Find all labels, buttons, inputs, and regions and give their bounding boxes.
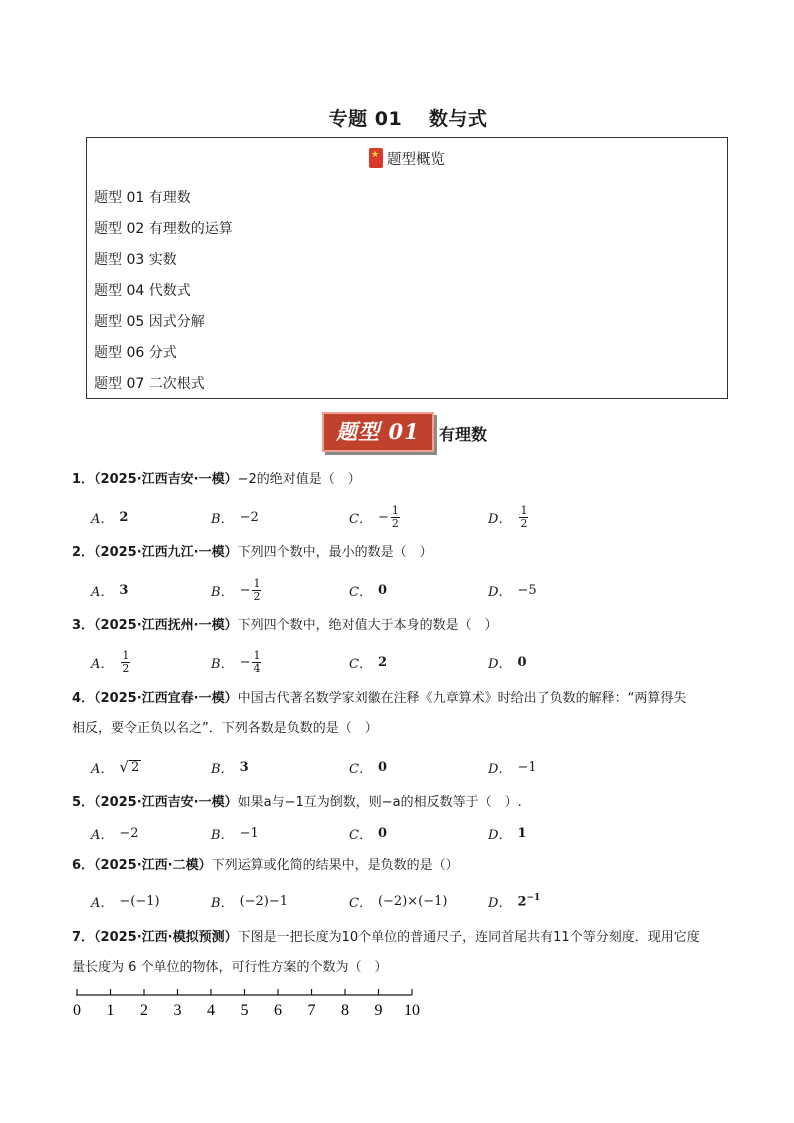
ruler-tick-label: 6 xyxy=(274,1002,282,1019)
section-badge: 题型 01 xyxy=(322,412,434,452)
question-number: 5． xyxy=(72,795,95,810)
option-label: A． xyxy=(91,895,114,911)
question-stem xyxy=(72,543,433,563)
overview-item[interactable]: 题型 01 有理数 xyxy=(94,190,191,206)
option-label: D． xyxy=(488,827,512,843)
question-stem xyxy=(72,793,522,813)
question-source: （2025·江西·二模） xyxy=(94,858,212,873)
question-stem xyxy=(72,856,459,876)
question-text: 下列四个数中，最小的数是（ ） xyxy=(237,545,433,560)
option-value: −1 xyxy=(239,825,259,841)
ruler-tick-label: 5 xyxy=(240,1002,249,1019)
option-value: 2 xyxy=(377,654,387,670)
option-label: D． xyxy=(488,584,512,600)
section-title: 有理数 xyxy=(439,425,488,444)
option-value: − $\frac{1}{4}$ xyxy=(239,648,261,675)
option-label: C． xyxy=(349,511,372,527)
option-value: 0 xyxy=(377,825,387,841)
option-label: C． xyxy=(349,656,372,672)
option-value: −2 xyxy=(239,509,259,525)
question-text: −2的绝对值是（ ） xyxy=(237,472,361,487)
option-value: −1 xyxy=(517,759,537,775)
answer-option[interactable] xyxy=(349,502,400,532)
option-label: D． xyxy=(488,895,512,911)
answer-option[interactable] xyxy=(211,752,249,782)
option-value: − $\frac{1}{2}$ xyxy=(239,576,261,603)
ruler-tick-label: 1 xyxy=(106,1002,115,1019)
question-source: （2025·江西抚州·一模） xyxy=(94,618,238,633)
option-label: D． xyxy=(488,511,512,527)
answer-option[interactable] xyxy=(488,647,526,677)
question-source: （2025·江西吉安·一模） xyxy=(94,472,238,487)
question-source: （2025·江西宜春·一模） xyxy=(94,691,238,706)
answer-option[interactable] xyxy=(91,647,130,677)
option-row xyxy=(91,818,731,848)
option-value: 3 xyxy=(119,582,129,598)
option-row xyxy=(91,886,731,916)
question-source: （2025·江西吉安·一模） xyxy=(94,795,238,810)
option-label: A． xyxy=(91,761,114,777)
overview-box xyxy=(86,137,728,399)
overview-item[interactable]: 题型 03 实数 xyxy=(94,252,177,268)
option-value: 0 xyxy=(377,582,387,598)
option-value: (−2)−1 xyxy=(239,893,289,909)
answer-option[interactable] xyxy=(488,502,528,532)
option-row xyxy=(91,647,731,677)
answer-option[interactable] xyxy=(349,818,387,848)
option-label: D． xyxy=(488,656,512,672)
fraction: $\frac{1}{4}$ xyxy=(253,648,261,675)
question-number: 4． xyxy=(72,691,95,706)
question-stem xyxy=(72,616,498,636)
ruler-tick-label: 7 xyxy=(307,1002,316,1019)
ruler-tick-label: 9 xyxy=(374,1002,383,1019)
answer-option[interactable] xyxy=(91,818,139,848)
answer-option[interactable] xyxy=(91,752,141,782)
option-label: A． xyxy=(91,584,114,600)
option-label: B． xyxy=(211,761,234,777)
option-row xyxy=(91,502,731,532)
book-icon xyxy=(369,148,383,168)
overview-item[interactable]: 题型 05 因式分解 xyxy=(94,314,205,330)
option-label: B． xyxy=(211,511,234,527)
option-value: − $\frac{1}{2}$ xyxy=(377,503,399,530)
answer-option[interactable] xyxy=(488,752,537,782)
option-value: −(−1) xyxy=(119,893,160,909)
answer-option[interactable] xyxy=(91,575,128,605)
question-number: 2． xyxy=(72,545,95,560)
question-text: 下列运算或化简的结果中，是负数的是（） xyxy=(211,858,459,873)
option-label: A． xyxy=(91,656,114,672)
question-number: 3． xyxy=(72,618,95,633)
question-text-continued: 量长度为 6 个单位的物体，可行性方案的个数为（ ） xyxy=(72,960,388,975)
answer-option[interactable] xyxy=(211,818,259,848)
option-label: B． xyxy=(211,827,234,843)
answer-option[interactable] xyxy=(91,886,160,916)
answer-option[interactable] xyxy=(349,575,387,605)
option-label: C． xyxy=(349,895,372,911)
question-text-continued: 相反，要令正负以名之”．下列各数是负数的是（ ） xyxy=(72,721,378,736)
option-value: 0 xyxy=(517,654,527,670)
answer-option[interactable] xyxy=(488,886,540,916)
overview-item[interactable]: 题型 04 代数式 xyxy=(94,283,191,299)
option-value xyxy=(119,650,130,675)
question-stem xyxy=(72,470,361,490)
ruler-tick-label: 2 xyxy=(140,1002,148,1019)
overview-item[interactable]: 题型 07 二次根式 xyxy=(94,376,205,392)
option-value: (−2)×(−1) xyxy=(377,893,448,909)
option-label: A． xyxy=(91,511,114,527)
option-row xyxy=(91,575,731,605)
ruler-tick-label: 8 xyxy=(341,1002,349,1019)
option-value xyxy=(119,758,141,776)
answer-option[interactable] xyxy=(211,647,261,677)
fraction: $\frac{1}{2}$ xyxy=(122,648,130,675)
question-stem xyxy=(72,928,700,978)
option-value xyxy=(517,505,528,530)
fraction: $\frac{1}{2}$ xyxy=(253,576,261,603)
answer-option[interactable] xyxy=(488,818,526,848)
question-number: 7． xyxy=(72,930,95,945)
question-number: 1． xyxy=(72,472,95,487)
fraction: $\frac{1}{2}$ xyxy=(520,503,528,530)
option-value: 1 xyxy=(517,825,527,841)
answer-option[interactable] xyxy=(488,575,537,605)
answer-option[interactable] xyxy=(211,886,288,916)
ruler-tick-label: 10 xyxy=(404,1002,420,1019)
option-label: B． xyxy=(211,656,234,672)
option-label: A． xyxy=(91,827,114,843)
question-text: 下图是一把长度为10个单位的普通尺子，连同首尾共有11个等分刻度．现用它度 xyxy=(237,930,700,945)
overview-header-label: 题型概览 xyxy=(387,152,445,168)
ruler-figure xyxy=(70,985,430,1025)
option-label: B． xyxy=(211,895,234,911)
option-value: −2 xyxy=(119,825,139,841)
fraction: $\frac{1}{2}$ xyxy=(391,503,399,530)
option-value: −5 xyxy=(517,582,537,598)
page-title: 专题 01 数与式 xyxy=(328,108,488,130)
option-value: $2^{-1}$ xyxy=(517,892,541,910)
answer-option[interactable] xyxy=(349,752,387,782)
option-label: D． xyxy=(488,761,512,777)
answer-option[interactable] xyxy=(211,502,259,532)
ruler-ticks xyxy=(73,989,420,1019)
ruler-tick-label: 3 xyxy=(173,1002,182,1019)
option-value: 0 xyxy=(377,759,387,775)
option-value: 3 xyxy=(239,759,249,775)
option-label: C． xyxy=(349,761,372,777)
answer-option[interactable] xyxy=(91,502,128,532)
option-label: B． xyxy=(211,584,234,600)
overview-list xyxy=(94,188,233,405)
overview-item[interactable]: 题型 06 分式 xyxy=(94,345,177,361)
question-text: 中国古代著名数学家刘徽在注释《九章算术》时给出了负数的解释：“两算得失 xyxy=(237,691,687,706)
option-row xyxy=(91,752,731,782)
answer-option[interactable] xyxy=(349,886,447,916)
overview-header xyxy=(87,148,727,169)
question-text: 如果a与−1互为倒数，则−a的相反数等于（ ）. xyxy=(237,795,522,810)
answer-option[interactable] xyxy=(349,647,387,677)
answer-option[interactable] xyxy=(211,575,261,605)
question-source: （2025·江西九江·一模） xyxy=(94,545,238,560)
question-number: 6． xyxy=(72,858,95,873)
ruler-tick-label: 4 xyxy=(207,1002,215,1019)
ruler-tick-label: 0 xyxy=(73,1002,81,1019)
question-text: 下列四个数中，绝对值大于本身的数是（ ） xyxy=(237,618,498,633)
question-source: （2025·江西·模拟预测） xyxy=(94,930,238,945)
option-label: C． xyxy=(349,827,372,843)
option-label: C． xyxy=(349,584,372,600)
square-root: √ 2 xyxy=(119,758,140,776)
overview-item[interactable]: 题型 02 有理数的运算 xyxy=(94,221,233,237)
question-stem xyxy=(72,689,686,739)
option-value: 2 xyxy=(119,509,129,525)
